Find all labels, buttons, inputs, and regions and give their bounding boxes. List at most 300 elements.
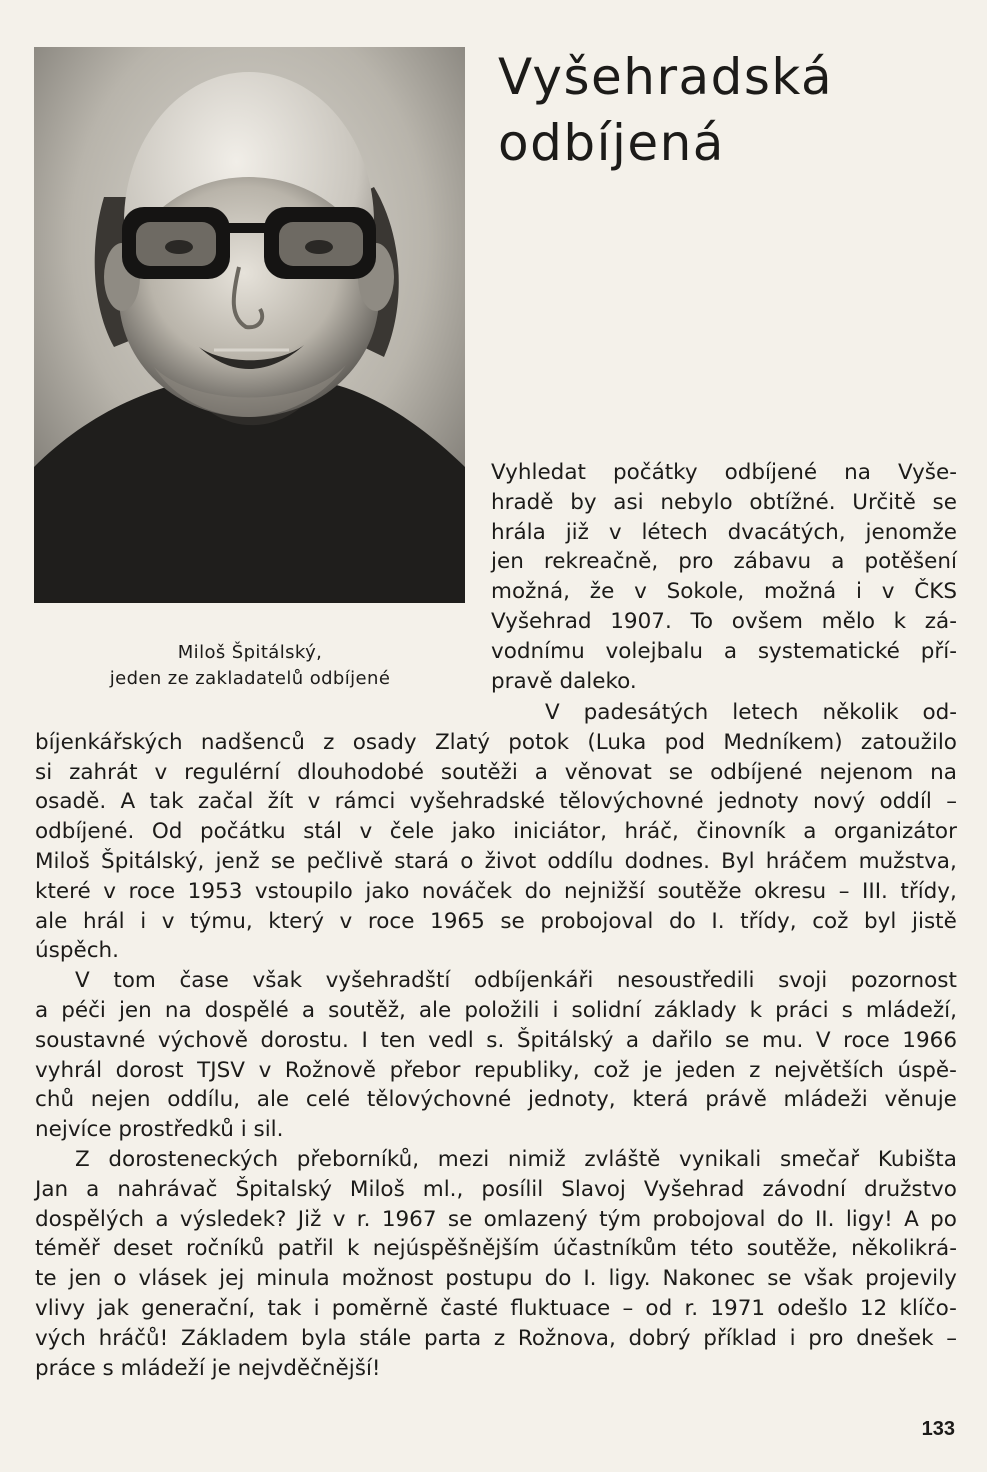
word: Medníkem)	[723, 729, 843, 755]
word: 1966	[902, 1027, 957, 1053]
text-line	[35, 1205, 957, 1235]
word: jako	[365, 878, 410, 904]
text-line	[35, 1056, 957, 1086]
word: v	[258, 1057, 272, 1083]
word: jednoty,	[528, 1087, 616, 1113]
word: dodnes.	[624, 848, 710, 874]
word: jistě	[912, 908, 957, 934]
word: osadě.	[35, 789, 107, 815]
text-line	[35, 698, 957, 728]
word: do	[776, 1206, 804, 1232]
word: se	[724, 1027, 750, 1053]
word: což	[812, 908, 849, 934]
word: mezi	[437, 1146, 490, 1172]
word: vyšehradští	[325, 968, 451, 994]
word: 1953	[187, 878, 243, 904]
word: se	[500, 908, 525, 934]
word: soutěž,	[328, 997, 406, 1023]
text-line	[35, 877, 957, 907]
word: zábavu	[733, 549, 812, 575]
word: tělovýchovné	[559, 789, 704, 815]
word: a	[155, 1206, 169, 1232]
word: iniciátor,	[513, 819, 607, 845]
word: omlazený	[483, 1206, 588, 1232]
word: která	[632, 1087, 689, 1113]
word: roce	[128, 878, 176, 904]
word: ovšem	[731, 608, 804, 634]
word: I.	[583, 1266, 597, 1292]
word: fluktuace	[510, 1295, 611, 1321]
word: v	[339, 908, 353, 934]
word: hráčů!	[98, 1325, 169, 1351]
word: již	[565, 519, 589, 545]
word: žít	[267, 789, 294, 815]
text-line	[35, 758, 957, 788]
word: soutěže	[657, 878, 742, 904]
text-line	[35, 1294, 957, 1324]
word: ročníků	[186, 1236, 265, 1262]
word: pro	[678, 549, 714, 575]
word: v	[332, 1206, 346, 1232]
word: stará	[394, 848, 450, 874]
word: vynikali	[679, 1146, 762, 1172]
word: týmu,	[190, 908, 253, 934]
word: 1967	[381, 1206, 437, 1232]
word: o	[460, 848, 474, 874]
word: a	[625, 1027, 640, 1053]
text-line	[491, 577, 957, 607]
word: Miloš	[35, 848, 90, 874]
word: roce	[843, 1027, 890, 1053]
word: Zlatý	[434, 729, 490, 755]
word: smečař	[779, 1146, 860, 1172]
word: dnešek	[856, 1325, 934, 1351]
word: právě	[705, 1087, 767, 1113]
word: několikrá-	[851, 1236, 957, 1262]
word: hrála	[491, 519, 546, 545]
word: Špitalský	[235, 1176, 332, 1202]
word: II.	[814, 1206, 835, 1232]
word: největších	[774, 1057, 884, 1083]
word: hrál	[82, 908, 125, 934]
word: ten	[380, 1027, 416, 1053]
word: svoji	[778, 968, 828, 994]
word: časté	[440, 1295, 499, 1321]
text-line	[35, 1264, 957, 1294]
word: nový	[812, 789, 866, 815]
word: Vyšehrad	[491, 608, 592, 634]
word: tak	[267, 1295, 302, 1321]
word: vyhrál	[35, 1057, 103, 1083]
word: III.	[862, 878, 888, 904]
word: do	[524, 878, 552, 904]
word: roce	[367, 908, 415, 934]
word: byla	[301, 1325, 347, 1351]
text-line	[491, 518, 957, 548]
word: –	[946, 789, 957, 815]
word: výchově	[157, 1027, 248, 1053]
word: v	[881, 579, 895, 605]
word: republiky,	[474, 1057, 580, 1083]
line-text: pravě daleko.	[491, 668, 637, 694]
word: pří-	[920, 638, 957, 664]
word: hráč,	[624, 819, 679, 845]
word: chů	[35, 1087, 75, 1113]
word: možná,	[491, 579, 571, 605]
word: Již	[297, 1206, 322, 1232]
word: o	[113, 1266, 127, 1292]
word: asi	[613, 489, 644, 515]
text-line	[35, 1354, 957, 1384]
word: tým	[599, 1206, 642, 1232]
word: Základem	[181, 1325, 289, 1351]
text-line	[35, 1175, 957, 1205]
word: jen	[118, 997, 152, 1023]
word: oddíl	[879, 789, 932, 815]
word: a	[35, 997, 49, 1023]
body-text	[35, 698, 957, 1383]
word: a	[86, 1176, 100, 1202]
word: jak	[97, 1295, 129, 1321]
word: potěšení	[864, 549, 957, 575]
word: zá-	[924, 608, 957, 634]
word: se	[447, 1206, 473, 1232]
word: s.	[486, 1027, 505, 1053]
word: –	[622, 1295, 634, 1321]
portrait-photo	[34, 47, 465, 603]
word: Z	[75, 1146, 90, 1172]
word: v	[161, 908, 175, 934]
text-line	[35, 787, 957, 817]
word: téměř	[35, 1236, 100, 1262]
word: soustavné	[35, 1027, 146, 1053]
word: počátku	[199, 819, 286, 845]
lead-paragraph	[491, 458, 957, 696]
word: Kubišta	[877, 1146, 957, 1172]
word: 1971	[710, 1295, 766, 1321]
word: zatoužilo	[860, 729, 957, 755]
word: (Luka	[587, 729, 647, 755]
word: vých	[35, 1325, 86, 1351]
word: byl	[864, 908, 897, 934]
word: si	[35, 759, 53, 785]
word: by	[570, 489, 597, 515]
word: od	[645, 1295, 673, 1321]
word: okresu	[754, 878, 827, 904]
word: minula	[256, 1266, 330, 1292]
word: několik	[822, 700, 899, 725]
word: k	[749, 997, 763, 1023]
word: Vyhledat	[491, 460, 586, 485]
word: vlásek	[138, 1266, 208, 1292]
word: oddílu	[547, 848, 614, 874]
text-line	[35, 907, 957, 937]
word: s	[841, 997, 853, 1023]
title-line: odbíjená	[498, 114, 725, 172]
word: položili	[464, 997, 540, 1023]
word: mládeži	[783, 1087, 868, 1113]
word: však	[252, 968, 303, 994]
word: dospělé	[204, 997, 289, 1023]
word: létech	[641, 519, 708, 545]
word: dlouhodobé	[297, 759, 425, 785]
word: odbíjené	[710, 759, 803, 785]
text-line	[35, 936, 957, 966]
word: však	[803, 1266, 854, 1292]
word: tom	[113, 968, 156, 994]
word: posílil	[481, 1176, 544, 1202]
line-text: nejvíce prostředků i sil.	[35, 1117, 284, 1143]
word: Sokole,	[666, 579, 745, 605]
word: poměrně	[331, 1295, 429, 1321]
word: vodnímu	[491, 638, 585, 664]
text-line	[35, 1085, 957, 1115]
text-line	[35, 1115, 957, 1145]
word: hradě	[491, 489, 554, 515]
word: úspě-	[897, 1057, 957, 1083]
word: na	[164, 997, 192, 1023]
word: jen	[68, 1266, 102, 1292]
word: I	[361, 1027, 368, 1053]
word: Rožnova,	[517, 1325, 616, 1351]
word: které	[35, 878, 91, 904]
word: To	[690, 608, 714, 634]
word: letech	[732, 700, 799, 725]
word: te	[35, 1266, 57, 1292]
word: TJSV	[197, 1057, 245, 1083]
word: k	[893, 608, 907, 634]
word: soutěži	[440, 759, 518, 785]
word: na	[930, 759, 957, 785]
word: 1907.	[610, 608, 672, 634]
portrait-image	[34, 47, 465, 603]
word: pod	[664, 729, 706, 755]
word: že	[589, 579, 615, 605]
word: probojoval	[652, 1206, 766, 1232]
word: –	[946, 1325, 957, 1351]
word: po	[930, 1206, 957, 1232]
word: jenomže	[865, 519, 957, 545]
word: možná	[764, 579, 837, 605]
word: i	[140, 908, 147, 934]
word: Určitě	[852, 489, 916, 515]
word: a	[831, 549, 845, 575]
word: péči	[61, 997, 106, 1023]
word: V	[545, 700, 560, 725]
word: systematické	[757, 638, 900, 664]
word: Špitálský	[516, 1027, 614, 1053]
word: v	[634, 579, 647, 605]
word: vlivy	[35, 1295, 86, 1321]
word: a	[803, 819, 817, 845]
word: věnuje	[884, 1087, 957, 1113]
word: odešlo	[777, 1295, 848, 1321]
word: osady	[352, 729, 417, 755]
text-line	[35, 728, 957, 758]
word: vyšehradské	[409, 789, 545, 815]
word: –	[838, 878, 850, 904]
line-text: práce s mládeží je nejvděčnější!	[35, 1355, 381, 1381]
word: ale	[256, 1087, 290, 1113]
word: jeden	[675, 1057, 736, 1083]
word: mužstva,	[858, 848, 957, 874]
word: se	[932, 489, 957, 515]
word: odbíjené	[724, 460, 818, 485]
word: r.	[356, 1206, 371, 1232]
word: V	[815, 1027, 831, 1053]
word: třídy,	[740, 908, 797, 934]
word: ČKS	[914, 579, 957, 605]
word: což	[593, 1057, 630, 1083]
word: Rožnově	[284, 1057, 377, 1083]
caption-line: jeden ze zakladatelů odbíjené	[109, 668, 391, 689]
text-line	[491, 488, 957, 518]
word: do	[668, 908, 696, 934]
word: Byl	[721, 848, 755, 874]
word: vstoupilo	[254, 878, 353, 904]
word: přebor	[389, 1057, 461, 1083]
article-title	[498, 44, 833, 176]
word: a	[723, 638, 738, 664]
word: nimiž	[507, 1146, 566, 1172]
word: parta	[423, 1325, 482, 1351]
text-line	[35, 1026, 957, 1056]
page-number: 133	[921, 1418, 955, 1440]
word: příklad	[703, 1325, 777, 1351]
word: jenž	[215, 848, 260, 874]
word: pečlivě	[306, 848, 384, 874]
word: ale	[418, 997, 452, 1023]
word: volejbalu	[605, 638, 704, 664]
text-line	[35, 1234, 957, 1264]
word: se	[767, 1266, 792, 1292]
word: A	[904, 1206, 919, 1232]
word: možnost	[341, 1266, 434, 1292]
word: i	[552, 997, 559, 1023]
word: nejúspěšnějším	[372, 1236, 540, 1262]
text-line	[491, 547, 957, 577]
word: závodní	[762, 1176, 847, 1202]
word: soutěže,	[746, 1236, 838, 1262]
word: do	[544, 1266, 572, 1292]
word: dařilo	[651, 1027, 713, 1053]
word: k	[347, 1236, 360, 1262]
word: Vyše-	[897, 460, 957, 485]
word: 12	[859, 1295, 888, 1321]
word: bíjenkářských	[35, 729, 183, 755]
word: nejnižší	[564, 878, 645, 904]
word: organizátor	[833, 819, 957, 845]
word: v	[154, 759, 168, 785]
word: se	[270, 848, 296, 874]
word: i	[313, 1295, 320, 1321]
word: i	[855, 579, 862, 605]
word: generační,	[141, 1295, 256, 1321]
word: z	[493, 1325, 506, 1351]
word: zvláště	[584, 1146, 661, 1172]
word: dorostu.	[260, 1027, 349, 1053]
word: Od	[151, 819, 183, 845]
text-line	[35, 966, 957, 996]
word: Špitálský,	[101, 848, 205, 874]
word: začal	[197, 789, 254, 815]
word: třídy,	[900, 878, 957, 904]
word: probojoval	[540, 908, 654, 934]
word: z	[323, 729, 335, 755]
word: nadšenců	[200, 729, 305, 755]
text-line	[35, 1145, 957, 1175]
word: zahrát	[69, 759, 138, 785]
text-line	[491, 637, 957, 667]
caption-line: Miloš Špitálský,	[177, 642, 323, 663]
word: V	[75, 968, 90, 994]
word: výsledek?	[179, 1206, 287, 1232]
word: který	[268, 908, 324, 934]
title-line: Vyšehradská	[498, 48, 834, 106]
word: čase	[179, 968, 229, 994]
word: padesátých	[583, 700, 709, 725]
word: je	[643, 1057, 663, 1083]
text-line	[35, 817, 957, 847]
word: a	[301, 997, 316, 1023]
word: nováček	[421, 878, 513, 904]
word: v	[307, 789, 321, 815]
word: dobrý	[628, 1325, 691, 1351]
word: dospělých	[35, 1206, 145, 1232]
word: základy	[654, 997, 737, 1023]
word: nejenom	[819, 759, 914, 785]
word: projevily	[865, 1266, 957, 1292]
word: práci	[775, 997, 829, 1023]
word: ligy.	[608, 1266, 651, 1292]
word: činovník	[696, 819, 786, 845]
word: družstvo	[864, 1176, 957, 1202]
photo-caption	[60, 640, 440, 692]
text-line	[35, 1324, 957, 1354]
word: potok	[508, 729, 570, 755]
word: v	[359, 819, 373, 845]
word: odbíjené.	[35, 819, 135, 845]
word: rámci	[334, 789, 396, 815]
word: dvacátých,	[727, 519, 846, 545]
word: vedl	[428, 1027, 474, 1053]
word: I.	[711, 908, 725, 934]
word: deset	[112, 1236, 173, 1262]
word: obtížné.	[749, 489, 836, 515]
word: Vyšehrad	[643, 1176, 745, 1202]
text-line	[491, 458, 957, 488]
word: Slavoj	[561, 1176, 626, 1202]
word: počátky	[612, 460, 698, 485]
word: pro	[808, 1325, 844, 1351]
word: v	[103, 878, 116, 904]
word: i	[789, 1325, 796, 1351]
word: stále	[359, 1325, 412, 1351]
word: odbíjenkáři	[474, 968, 594, 994]
word: život	[484, 848, 537, 874]
text-line	[35, 847, 957, 877]
word: rekreačně,	[543, 549, 659, 575]
word: z	[749, 1057, 761, 1083]
word: regulérní	[184, 759, 281, 785]
word: Miloš	[349, 1176, 405, 1202]
word: přeborníků,	[296, 1146, 420, 1172]
word: celé	[305, 1087, 351, 1113]
word: se	[668, 759, 694, 785]
text-line	[35, 996, 957, 1026]
word: jej	[219, 1266, 245, 1292]
word: ale	[35, 908, 68, 934]
